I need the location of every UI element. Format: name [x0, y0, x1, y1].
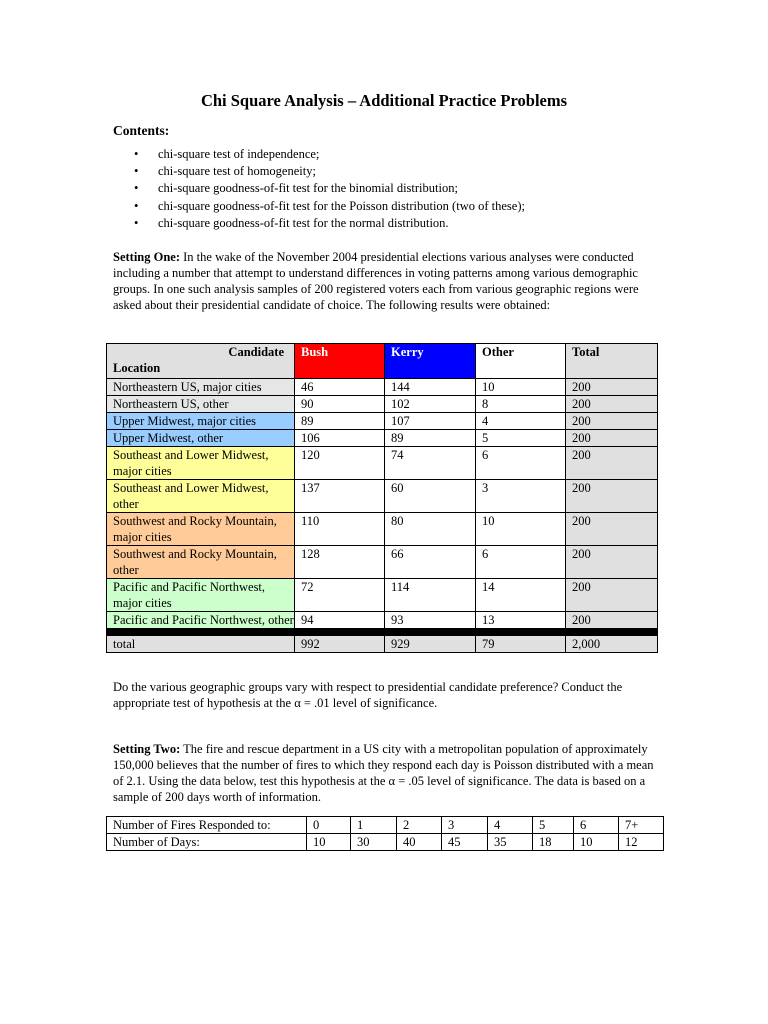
header-kerry: Kerry — [385, 344, 476, 379]
table-cell: 45 — [442, 834, 488, 851]
table-cell: 40 — [397, 834, 442, 851]
table-row — [107, 413, 658, 430]
bullet-icon: • — [134, 215, 139, 230]
total-cell: 2,000 — [566, 636, 658, 653]
total-cell: 200 — [566, 480, 658, 513]
table-cell: 35 — [488, 834, 533, 851]
kerry-cell: 144 — [385, 379, 476, 396]
total-cell: 200 — [566, 379, 658, 396]
location-cell: Southwest and Rocky Mountain, major cities — [107, 513, 295, 546]
bullet-icon: • — [134, 147, 139, 161]
table-row — [107, 396, 658, 413]
table-cell: 18 — [533, 834, 574, 851]
table-cell: 0 — [307, 817, 351, 834]
bush-cell: 46 — [295, 379, 385, 396]
other-cell: 13 — [476, 612, 566, 629]
list-item: • chi-square test of independence; — [0, 146, 525, 163]
contents-heading: Contents: — [113, 123, 170, 138]
other-cell: 3 — [476, 480, 566, 513]
table-row — [107, 513, 658, 546]
kerry-cell: 929 — [385, 636, 476, 653]
table-row — [107, 447, 658, 480]
location-cell: Northeastern US, major cities — [107, 379, 295, 396]
list-item: • chi-square goodness-of-fit test for the Poisson distribution (two of these); — [0, 198, 525, 215]
other-cell: 6 — [476, 447, 566, 480]
list-item: • chi-square goodness-of-fit test for the normal distribution. — [0, 215, 525, 232]
table-cell: 4 — [488, 817, 533, 834]
location-cell: Upper Midwest, major cities — [107, 413, 295, 430]
total-cell: 200 — [566, 546, 658, 579]
kerry-cell: 93 — [385, 612, 476, 629]
page-title: Chi Square Analysis – Additional Practice Problems — [200, 91, 568, 110]
total-cell: 200 — [566, 612, 658, 629]
other-cell: 4 — [476, 413, 566, 430]
kerry-cell: 60 — [385, 480, 476, 513]
table-cell: 7+ — [619, 817, 664, 834]
location-cell: Upper Midwest, other — [107, 430, 295, 447]
other-cell: 8 — [476, 396, 566, 413]
table-cell: 30 — [351, 834, 397, 851]
other-cell: 79 — [476, 636, 566, 653]
table-row — [107, 579, 658, 612]
bush-cell: 94 — [295, 612, 385, 629]
list-item: • chi-square goodness-of-fit test for the binomial distribution; — [0, 180, 525, 197]
bush-cell: 89 — [295, 413, 385, 430]
corner-header-cell: Candidate Location — [107, 344, 295, 379]
table-cell: 10 — [574, 834, 619, 851]
table-cell: 3 — [442, 817, 488, 834]
bush-cell: 110 — [295, 513, 385, 546]
bullet-icon: • — [134, 198, 139, 213]
table-cell: 1 — [351, 817, 397, 834]
row-label: Number of Fires Responded to: — [107, 817, 307, 834]
bush-cell: 128 — [295, 546, 385, 579]
table-separator — [107, 629, 658, 636]
bush-cell: 137 — [295, 480, 385, 513]
table-row — [107, 817, 664, 834]
other-cell: 14 — [476, 579, 566, 612]
total-cell: 200 — [566, 396, 658, 413]
total-row — [107, 636, 658, 653]
header-total: Total — [566, 344, 658, 379]
fires-table — [106, 816, 664, 851]
table-header-row — [107, 344, 658, 379]
location-cell: Southeast and Lower Midwest, major cities — [107, 447, 295, 480]
table-row — [107, 379, 658, 396]
other-cell: 6 — [476, 546, 566, 579]
bush-cell: 120 — [295, 447, 385, 480]
row-label: Number of Days: — [107, 834, 307, 851]
setting-two-label: Setting Two: — [113, 742, 181, 756]
kerry-cell: 114 — [385, 579, 476, 612]
kerry-cell: 102 — [385, 396, 476, 413]
other-cell: 10 — [476, 379, 566, 396]
location-cell: Northeastern US, other — [107, 396, 295, 413]
kerry-cell: 74 — [385, 447, 476, 480]
table-row — [107, 480, 658, 513]
bullet-icon: • — [134, 181, 139, 196]
bush-cell: 992 — [295, 636, 385, 653]
table-cell: 10 — [307, 834, 351, 851]
total-cell: 200 — [566, 513, 658, 546]
other-cell: 5 — [476, 430, 566, 447]
header-other: Other — [476, 344, 566, 379]
table-row — [107, 834, 664, 851]
kerry-cell: 66 — [385, 546, 476, 579]
table-cell: 5 — [533, 817, 574, 834]
total-cell: 200 — [566, 430, 658, 447]
bush-cell: 106 — [295, 430, 385, 447]
total-cell: 200 — [566, 579, 658, 612]
total-cell: 200 — [566, 447, 658, 480]
table-cell: 2 — [397, 817, 442, 834]
setting-one-label: Setting One: — [113, 250, 181, 264]
kerry-cell: 80 — [385, 513, 476, 546]
kerry-cell: 107 — [385, 413, 476, 430]
bush-cell: 90 — [295, 396, 385, 413]
header-bush: Bush — [295, 344, 385, 379]
setting-one-text: In the wake of the November 2004 presidential elections various analyses were conducted including a number that attempt to understand differences in voting patterns among various demographic groups. In one such analysis samples of 200 registered voters each from various geographic regions were asked about their presidential candidate of choice. The following results were obtained: — [113, 250, 639, 312]
setting-one-question: Do the various geographic groups vary with respect to presidential candidate preference? Conduct the appropriate test of hypothesis at the α = .01 level of significance. — [113, 680, 623, 710]
bullet-icon: • — [134, 164, 139, 179]
table-cell: 6 — [574, 817, 619, 834]
total-cell: 200 — [566, 413, 658, 430]
voting-table — [106, 343, 658, 653]
location-cell: Pacific and Pacific Northwest, major cities — [107, 579, 295, 612]
location-cell: Southeast and Lower Midwest, other — [107, 480, 295, 513]
table-row — [107, 612, 658, 629]
contents-list — [0, 146, 525, 232]
location-cell: total — [107, 636, 295, 653]
bush-cell: 72 — [295, 579, 385, 612]
location-cell: Pacific and Pacific Northwest, other — [107, 612, 295, 629]
setting-two-text: The fire and rescue department in a US city with a metropolitan population of approximately 150,000 believes that the number of fires to which they respond each day is Poisson distributed with a mean of 2.1. Using the data below, test this hypothesis at the α = .05 level of significance. The data is based on a sample of 200 days worth of information. — [113, 742, 654, 804]
list-item: • chi-square test of homogeneity; — [0, 163, 525, 180]
setting-two-paragraph — [113, 741, 661, 805]
kerry-cell: 89 — [385, 430, 476, 447]
table-row — [107, 546, 658, 579]
table-row — [107, 430, 658, 447]
table-cell: 12 — [619, 834, 664, 851]
setting-one-paragraph — [113, 249, 661, 313]
other-cell: 10 — [476, 513, 566, 546]
location-cell: Southwest and Rocky Mountain, other — [107, 546, 295, 579]
